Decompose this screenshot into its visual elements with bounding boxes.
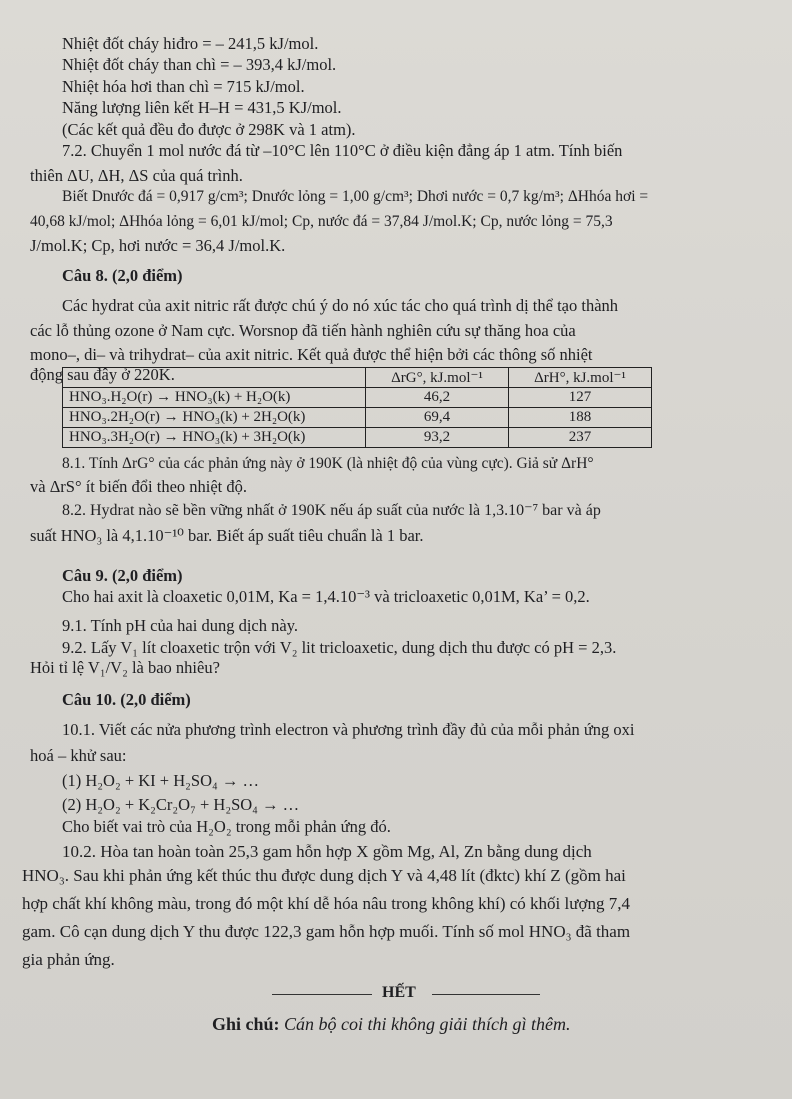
text-line: Cho hai axit là cloaxetic 0,01M, Ka = 1,4.10⁻³ và tricloaxetic 0,01M, Ka’ = 0,2.	[62, 587, 590, 606]
text-line: (2) H₂O₂ + K₂Cr₂O₇ + H₂SO₄ → …	[62, 795, 300, 814]
thermo-table	[62, 367, 652, 448]
value-cell: 93,2	[366, 428, 509, 448]
text-line: 8.2. Hydrat nào sẽ bền vững nhất ở 190K nếu áp suất của nước là 1,3.10⁻⁷ bar và áp	[62, 502, 601, 519]
text-line: 9.1. Tính pH của hai dung dịch này.	[62, 616, 298, 635]
note-text: Cán bộ coi thi không giải thích gì thêm.	[284, 1014, 571, 1034]
q8-title-text: Câu 8. (2,0 điểm)	[62, 266, 183, 285]
text-line: 10.1. Viết các nửa phương trình electron và phương trình đầy đủ của mỗi phản ứng oxi	[62, 720, 635, 739]
value-cell: 69,4	[366, 408, 509, 428]
text-line: 7.2. Chuyển 1 mol nước đá từ –10°C lên 110°C ở điều kiện đẳng áp 1 atm. Tính biến	[62, 141, 623, 160]
text-line: mono–, di– và trihydrat– của axit nitric. Kết quả được thể hiện bởi các thông số nhiệt	[30, 345, 593, 364]
table-header-cell: ΔrH°, kJ.mol⁻¹	[509, 368, 652, 388]
text-line: Hỏi tỉ lệ V₁/V₂ là bao nhiêu?	[30, 658, 220, 677]
reaction-cell: HNO₃.H₂O(r) → HNO₃(k) + H₂O(k)	[63, 388, 366, 408]
text-line: hoá – khử sau:	[30, 746, 127, 765]
text-line: 10.2. Hòa tan hoàn toàn 25,3 gam hỗn hợp X gồm Mg, Al, Zn bằng dung dịch	[62, 842, 592, 861]
text-line: suất HNO₃ là 4,1.10⁻¹⁰ bar. Biết áp suất tiêu chuẩn là 1 bar.	[30, 526, 424, 545]
question-10-title	[62, 690, 191, 710]
value-cell: 237	[509, 428, 652, 448]
text-line: hợp chất khí không màu, trong đó một khí dễ hóa nâu trong không khí) có khối lượng 7,4	[22, 894, 630, 913]
table-row	[63, 428, 652, 448]
footer-note	[212, 1014, 571, 1034]
value-cell: 127	[509, 388, 652, 408]
table-header-row	[63, 368, 652, 388]
table-row	[63, 388, 652, 408]
text-line: và ΔrS° ít biến đổi theo nhiệt độ.	[30, 477, 248, 496]
text-line: Nhiệt hóa hơi than chì = 715 kJ/mol.	[62, 77, 305, 96]
text-line: 40,68 kJ/mol; ΔHhóa lỏng = 6,01 kJ/mol; Cp, nước đá = 37,84 J/mol.K; Cp, nước lỏng = 75,3	[30, 213, 613, 230]
divider-right	[432, 994, 540, 995]
text-line: (1) H₂O₂ + KI + H₂SO₄ → …	[62, 771, 259, 790]
text-line: 8.1. Tính ΔrG° của các phản ứng này ở 190K (là nhiệt độ của vùng cực). Giả sử ΔrH°	[62, 455, 594, 472]
value-cell: 188	[509, 408, 652, 428]
text-line: Nhiệt đốt cháy than chì = – 393,4 kJ/mol.	[62, 55, 337, 74]
text-line: Cho biết vai trò của H₂O₂ trong mỗi phản ứng đó.	[62, 817, 391, 836]
note-label: Ghi chú:	[212, 1014, 280, 1034]
q10-title-text: Câu 10. (2,0 điểm)	[62, 690, 191, 709]
end-marker: HẾT	[382, 984, 416, 1001]
text-line: J/mol.K; Cp, hơi nước = 36,4 J/mol.K.	[30, 236, 286, 255]
text-line: thiên ΔU, ΔH, ΔS của quá trình.	[30, 166, 243, 185]
question-9-title	[62, 566, 183, 586]
text-line: Các hydrat của axit nitric rất được chú ý do nó xúc tác cho quá trình dị thể tạo thành	[62, 296, 619, 315]
text-line: Nhiệt đốt cháy hiđro = – 241,5 kJ/mol.	[62, 34, 319, 53]
divider-left	[272, 994, 372, 995]
value-cell: 46,2	[366, 388, 509, 408]
text-line: các lỗ thủng ozone ở Nam cực. Worsnop đã tiến hành nghiên cứu sự thăng hoa của	[30, 321, 576, 340]
text-line: 9.2. Lấy V₁ lít cloaxetic trộn với V₂ lit tricloaxetic, dung dịch thu được có pH = 2,3.	[62, 638, 617, 657]
text-line: gia phản ứng.	[22, 950, 115, 969]
reaction-cell: HNO₃.2H₂O(r) → HNO₃(k) + 2H₂O(k)	[63, 408, 366, 428]
question-8-title	[62, 266, 183, 286]
text-line: Biết Dnước đá = 0,917 g/cm³; Dnước lỏng = 1,00 g/cm³; Dhơi nước = 0,7 kg/m³; ΔHhóa hơi =	[62, 188, 649, 205]
text-line: (Các kết quả đều đo được ở 298K và 1 atm).	[62, 120, 356, 139]
text-line: HNO₃. Sau khi phản ứng kết thúc thu được dung dịch Y và 4,48 lít (đktc) khí Z (gồm hai	[22, 866, 626, 885]
text-line: Năng lượng liên kết H–H = 431,5 KJ/mol.	[62, 98, 342, 117]
table-header-cell	[63, 368, 366, 388]
text-line-start: động sau đây ở 220K.	[30, 365, 175, 384]
reaction-cell: HNO₃.3H₂O(r) → HNO₃(k) + 3H₂O(k)	[63, 428, 366, 448]
q9-title-text: Câu 9. (2,0 điểm)	[62, 566, 183, 585]
table-header-cell: ΔrG°, kJ.mol⁻¹	[366, 368, 509, 388]
table-row	[63, 408, 652, 428]
text-line: gam. Cô cạn dung dịch Y thu được 122,3 gam hỗn hợp muối. Tính số mol HNO₃ đã tham	[22, 922, 631, 941]
